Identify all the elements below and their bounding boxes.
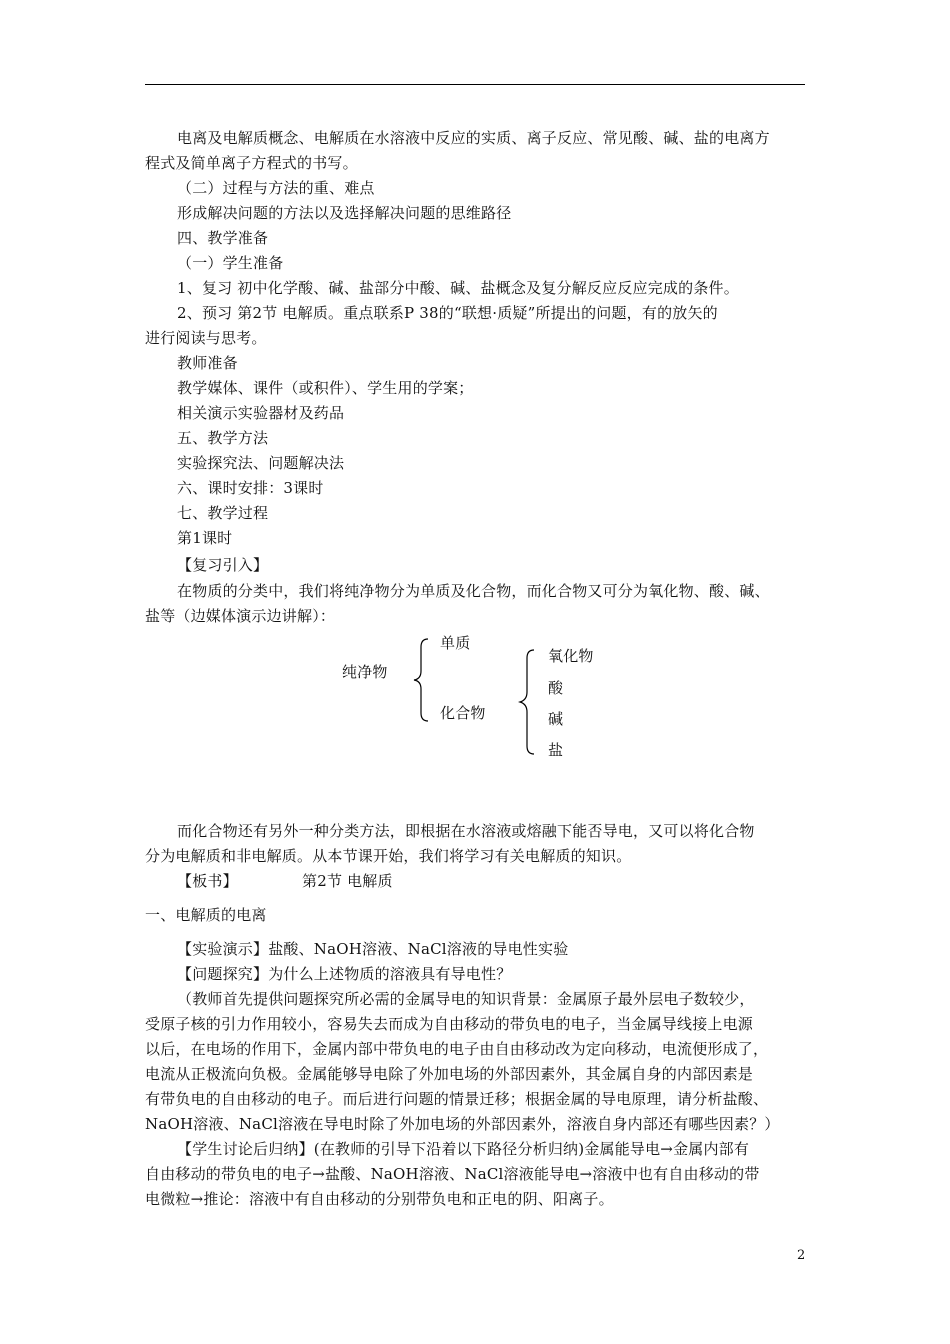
- diagram-node: 碱: [548, 710, 564, 728]
- text-line: NaOH溶液、NaCl溶液在导电时除了外加电场的外部因素外，溶液自身内部还有哪些因素？）: [145, 1115, 780, 1133]
- text-line: 【问题探究】为什么上述物质的溶液具有导电性？: [177, 965, 512, 983]
- page-number: 2: [797, 1248, 806, 1263]
- text-line: 自由移动的带负电的电子→盐酸、NaOH溶液、NaCl溶液能导电→溶液中也有自由移动的带: [145, 1165, 760, 1183]
- text-line: 受原子核的引力作用较小，容易失去而成为自由移动的带负电的电子，当金属导线接上电源: [145, 1015, 754, 1033]
- text-line: 【学生讨论后归纳】(在教师的引导下沿着以下路径分析归纳)金属能导电→金属内部有: [177, 1140, 750, 1158]
- text-line: （一）学生准备: [177, 254, 284, 272]
- text-line: 进行阅读与思考。: [145, 329, 267, 347]
- text-line: 2、预习 第2节 电解质。重点联系P 38的“联想·质疑”所提出的问题，有的放矢的: [177, 304, 718, 322]
- text-line: 电微粒→推论：溶液中有自由移动的分别带负电和正电的阴、阳离子。: [145, 1190, 614, 1208]
- brace-icon: [518, 648, 540, 756]
- section-heading: 四、教学准备: [177, 229, 269, 247]
- text-line: 1、复习 初中化学酸、碱、盐部分中酸、碱、盐概念及复分解反应反应完成的条件。: [177, 279, 739, 297]
- header-rule: [145, 84, 805, 85]
- brace-icon: [412, 637, 434, 723]
- text-line: 形成解决问题的方法以及选择解决问题的思维路径: [177, 204, 512, 222]
- text-line: 教学媒体、课件（或积件）、学生用的学案；: [177, 379, 474, 397]
- text-line: 电离及电解质概念、电解质在水溶液中反应的实质、离子反应、常见酸、碱、盐的电离方: [177, 129, 770, 147]
- diagram-root: 纯净物: [342, 663, 388, 681]
- section-heading: 六、课时安排：3课时: [177, 479, 324, 497]
- text-line: （教师首先提供问题探究所必需的金属导电的知识背景：金属原子最外层电子数较少，: [177, 990, 755, 1008]
- diagram-node: 酸: [548, 679, 564, 697]
- board-title: 第2节 电解质: [302, 872, 393, 890]
- diagram-node: 单质: [440, 634, 471, 652]
- diagram-node: 氧化物: [548, 647, 594, 665]
- text-line: 相关演示实验器材及药品: [177, 404, 345, 422]
- text-line: 教师准备: [177, 354, 238, 372]
- text-line: 分为电解质和非电解质。从本节课开始，我们将学习有关电解质的知识。: [145, 847, 632, 865]
- text-line: 在物质的分类中，我们将纯净物分为单质及化合物，而化合物又可分为氧化物、酸、碱、: [177, 582, 770, 600]
- section-heading: 五、教学方法: [177, 429, 269, 447]
- text-line: 电流从正极流向负极。金属能够导电除了外加电场的外部因素外，其金属自身的内部因素是: [145, 1065, 754, 1083]
- text-line: 【复习引入】: [177, 556, 269, 574]
- text-line: 盐等（边媒体演示边讲解）：: [145, 607, 336, 625]
- text-line: 有带负电的自由移动的电子。而后进行问题的情景迁移；根据金属的导电原理，请分析盐酸、: [145, 1090, 769, 1108]
- section-heading: 七、教学过程: [177, 504, 269, 522]
- diagram-node: 盐: [548, 741, 564, 759]
- text-line: 【实验演示】盐酸、NaOH溶液、NaCl溶液的导电性实验: [177, 940, 569, 958]
- text-line: 程式及简单离子方程式的书写。: [145, 154, 358, 172]
- text-line: 实验探究法、问题解决法: [177, 454, 345, 472]
- diagram-node: 化合物: [440, 704, 486, 722]
- text-line: 而化合物还有另外一种分类方法，即根据在水溶液或熔融下能否导电，又可以将化合物: [177, 822, 755, 840]
- text-line: （二）过程与方法的重、难点: [177, 179, 375, 197]
- text-line: 【板书】: [177, 872, 238, 890]
- text-line: 以后，在电场的作用下，金属内部中带负电的电子由自由移动改为定向移动，电流便形成了，: [145, 1040, 769, 1058]
- section-heading: 一、电解质的电离: [145, 906, 267, 924]
- text-line: 第1课时: [177, 529, 233, 547]
